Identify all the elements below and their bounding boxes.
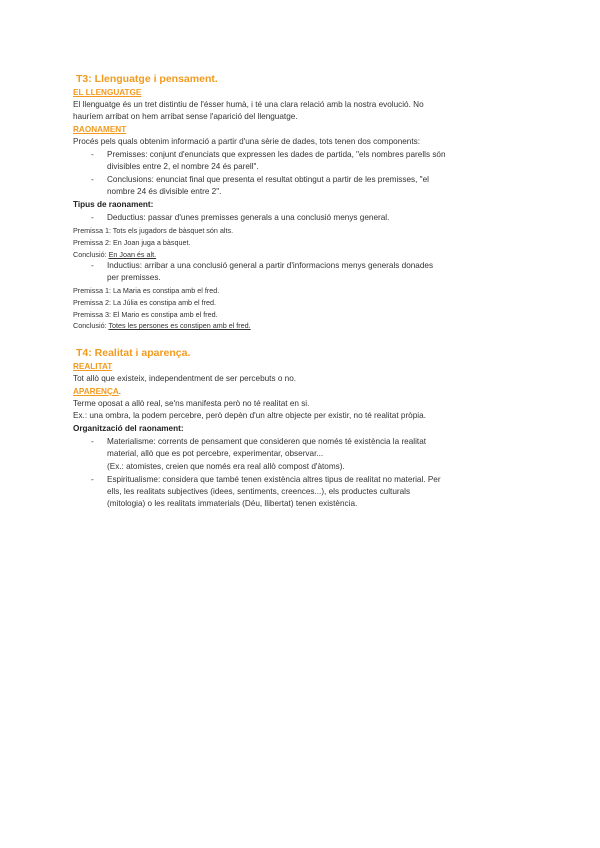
premisses-text-2: divisibles entre 2, el nombre 24 és parell".: [107, 162, 259, 171]
llenguatge-text-2: hauríem arribat on hem arribat sense l'aparició del llenguatge.: [73, 112, 298, 121]
deductius-premissa-2: Premissa 2: En Joan juga a bàsquet.: [73, 238, 191, 247]
inductius-text-1: Inductius: arribar a una conclusió general a partir d'informacions menys generals donades: [107, 261, 434, 270]
bullet-dash: -: [91, 175, 94, 184]
llenguatge-heading: EL LLENGUATGE: [73, 88, 142, 97]
deductius-conclusio: Conclusió: En Joan és alt.: [73, 250, 157, 259]
t3-title: T3: Llenguatge i pensament.: [76, 73, 218, 85]
bullet-dash: -: [91, 150, 94, 159]
realitat-text-1: Tot allò que existeix, independentment de ser percebuts o no.: [73, 374, 297, 383]
inductius-text-2: per premisses.: [107, 273, 161, 282]
materialisme-text-3: (Ex.: atomistes, creien que només era real allò compost d'àtoms).: [107, 462, 345, 471]
aparenca-text-1: Terme oposat a allò real, se'ns manifesta però no té realitat en si.: [73, 399, 310, 408]
deductius-premissa-1: Premissa 1: Tots els jugadors de bàsquet són alts.: [73, 226, 234, 235]
llenguatge-text-1: El llenguatge és un tret distintiu de l'ésser humà, i té una clara relació amb la nostra evolució. No: [73, 100, 424, 109]
raonament-heading: RAONAMENT: [73, 125, 127, 134]
deductius-text: Deductius: passar d'unes premisses generals a una conclusió menys general.: [107, 213, 390, 222]
aparenca-text-2: Ex.: una ombra, la podem percebre, però depèn d'un altre objecte per existir, no té realitat pròpia.: [73, 411, 426, 420]
tipus-heading: Tipus de raonament:: [73, 200, 154, 209]
espiritualisme-text-1: Espiritualisme: considera que també tenen existència altres tipus de realitat no material. Per: [107, 475, 441, 484]
t4-title: T4: Realitat i aparença.: [76, 347, 191, 359]
raonament-text-1: Procés pels quals obtenim informació a partir d'una sèrie de dades, tots tenen dos components:: [73, 137, 421, 146]
organitzacio-heading: Organització del raonament:: [73, 424, 184, 433]
bullet-dash: -: [91, 437, 94, 446]
inductius-conclusio: Conclusió: Totes les persones es constipen amb el fred.: [73, 321, 251, 330]
inductius-premissa-1: Premissa 1: La Maria es constipa amb el fred.: [73, 286, 220, 295]
inductius-premissa-2: Premissa 2: La Júlia es constipa amb el fred.: [73, 298, 217, 307]
materialisme-text-1: Materialisme: corrents de pensament que consideren que només té existència la realitat: [107, 437, 427, 446]
bullet-dash: -: [91, 475, 94, 484]
espiritualisme-text-2: ells, les realitats subjectives (idees, sentiments, creences...), els productes culturals: [107, 487, 411, 496]
conclusions-text-2: nombre 24 és divisible entre 2".: [107, 187, 222, 196]
inductius-premissa-3: Premissa 3: El Mario es constipa amb el fred.: [73, 310, 218, 319]
premisses-text-1: Premisses: conjunt d'enunciats que expressen les dades de partida, "els nombres parells són: [107, 150, 446, 159]
conclusions-text-1: Conclusions: enunciat final que presenta el resultat obtingut a partir de les premisses, "el: [107, 175, 429, 184]
bullet-dash: -: [91, 213, 94, 222]
aparenca-heading-line: APARENÇA.: [73, 387, 122, 396]
realitat-heading: REALITAT: [73, 362, 113, 371]
espiritualisme-text-3: (mitologia) o les realitats immaterials (Déu, llibertat) tenen existència.: [107, 499, 358, 508]
materialisme-text-2: material, allò que es pot percebre, experimentar, observar...: [107, 449, 324, 458]
bullet-dash: -: [91, 261, 94, 270]
